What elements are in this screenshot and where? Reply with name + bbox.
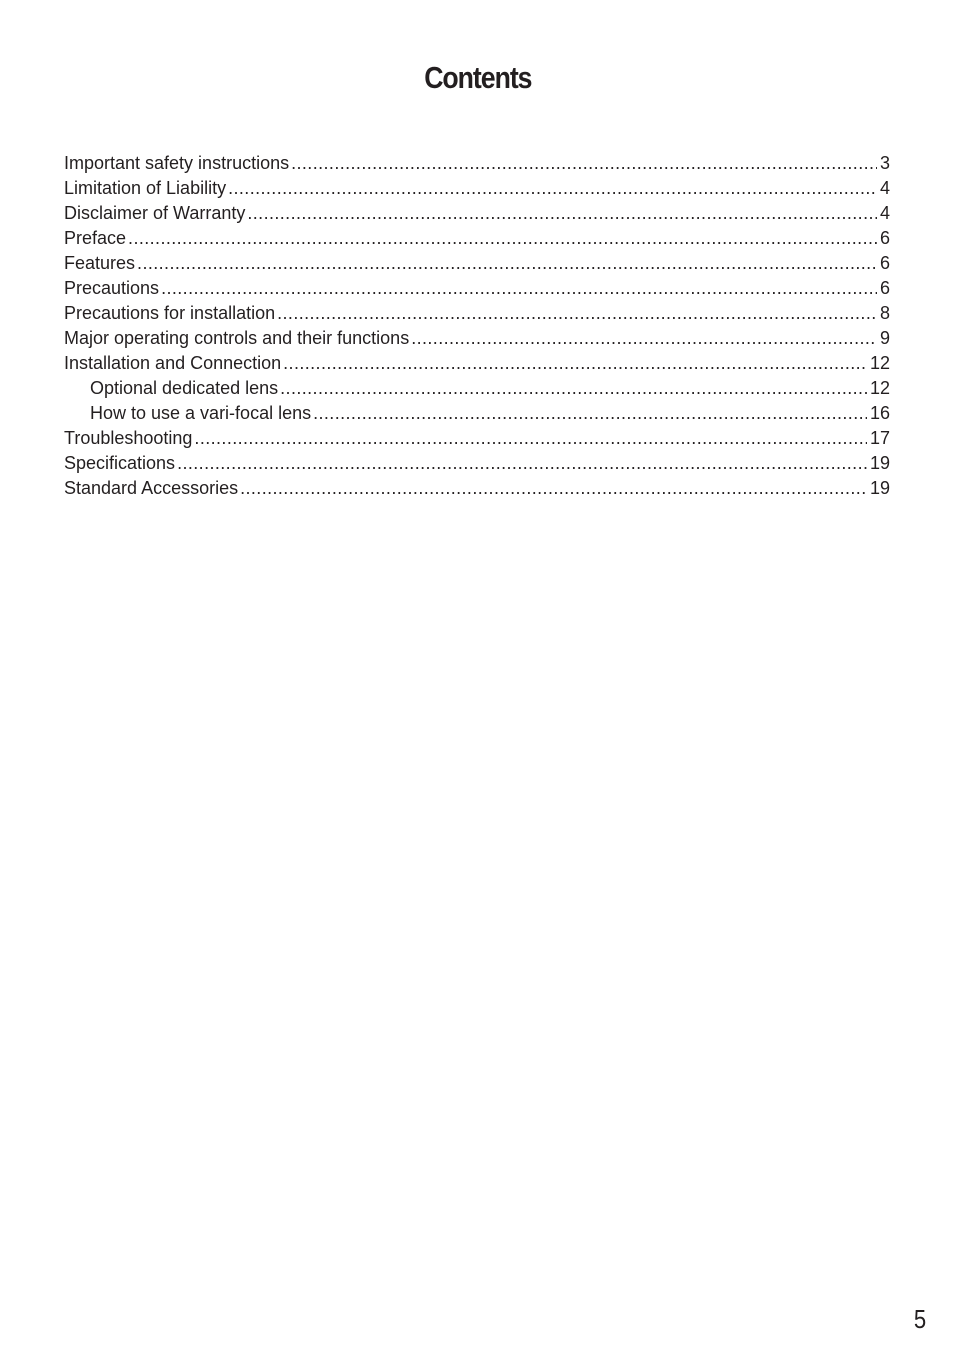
toc-entry[interactable]: [64, 226, 890, 251]
toc-entry-label: Precautions: [64, 278, 160, 298]
toc-dot-leader: [177, 451, 867, 476]
toc-dot-leader: [313, 401, 867, 426]
toc-entry-page: 6: [879, 253, 890, 273]
toc-entry-page: 19: [869, 453, 890, 473]
toc-entry[interactable]: [64, 251, 890, 276]
toc-entry-label: Optional dedicated lens: [90, 378, 279, 398]
toc-dot-leader: [280, 376, 867, 401]
toc-entry[interactable]: [64, 426, 890, 451]
toc-entry-page: 3: [879, 153, 890, 173]
toc-entry-page: 19: [869, 478, 890, 498]
toc-entry-label: Major operating controls and their functions: [64, 328, 410, 348]
toc-entry[interactable]: [64, 201, 890, 226]
toc-entry[interactable]: [64, 326, 890, 351]
toc-entry-label: Features: [64, 253, 136, 273]
toc-subentry[interactable]: [64, 401, 890, 426]
toc-entry-page: 4: [879, 178, 890, 198]
page-number: 5: [913, 1304, 927, 1334]
toc-entry-label: Limitation of Liability: [64, 178, 227, 198]
toc-entry-label: Specifications: [64, 453, 176, 473]
toc-entry-label: Disclaimer of Warranty: [64, 203, 246, 223]
toc-entry-page: 12: [869, 378, 890, 398]
toc-entry-label: Standard Accessories: [64, 478, 239, 498]
toc-dot-leader: [161, 276, 877, 301]
toc-entry[interactable]: [64, 351, 890, 376]
toc-entry-page: 6: [879, 228, 890, 248]
toc-entry-page: 6: [879, 278, 890, 298]
toc-entry[interactable]: [64, 276, 890, 301]
toc-subentry[interactable]: [64, 376, 890, 401]
page-title: Contents: [424, 60, 532, 95]
table-of-contents: [64, 151, 890, 501]
toc-entry[interactable]: [64, 451, 890, 476]
toc-dot-leader: [228, 176, 877, 201]
toc-dot-leader: [194, 426, 867, 451]
toc-entry[interactable]: [64, 176, 890, 201]
toc-entry-label: Important safety instructions: [64, 153, 290, 173]
toc-entry[interactable]: [64, 476, 890, 501]
toc-entry-label: Troubleshooting: [64, 428, 193, 448]
toc-dot-leader: [277, 301, 877, 326]
toc-dot-leader: [128, 226, 877, 251]
toc-entry[interactable]: [64, 151, 890, 176]
toc-entry-label: Precautions for installation: [64, 303, 276, 323]
toc-dot-leader: [240, 476, 867, 501]
toc-entry-page: 4: [879, 203, 890, 223]
toc-entry-label: Preface: [64, 228, 127, 248]
toc-dot-leader: [283, 351, 867, 376]
toc-entry-page: 9: [879, 328, 890, 348]
toc-entry-label: How to use a vari-focal lens: [90, 403, 312, 423]
toc-dot-leader: [291, 151, 877, 176]
toc-entry-page: 12: [869, 353, 890, 373]
toc-dot-leader: [247, 201, 877, 226]
toc-dot-leader: [411, 326, 877, 351]
toc-entry-label: Installation and Connection: [64, 353, 282, 373]
toc-entry-page: 16: [869, 403, 890, 423]
toc-entry[interactable]: [64, 301, 890, 326]
toc-entry-page: 17: [869, 428, 890, 448]
toc-entry-page: 8: [879, 303, 890, 323]
toc-dot-leader: [137, 251, 877, 276]
